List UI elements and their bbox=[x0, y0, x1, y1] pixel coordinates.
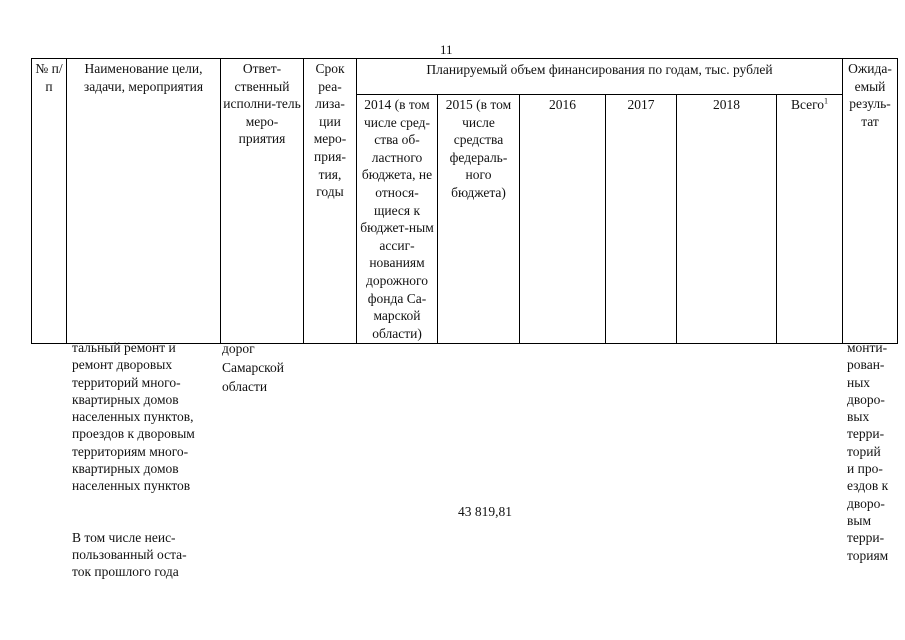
unused-balance-line: В том числе неис- bbox=[72, 529, 176, 545]
result-line: ториям bbox=[847, 547, 889, 563]
measure-name-line: квартирных домов bbox=[72, 461, 179, 477]
amount-2015: 43 819,81 bbox=[458, 504, 512, 519]
header-expected-result: Ожида-емый резуль-тат bbox=[843, 59, 898, 344]
result-line: монти- bbox=[847, 340, 888, 355]
measure-name-line: квартирных домов bbox=[72, 391, 179, 407]
result-line: ных bbox=[847, 374, 871, 390]
header-period: Срок реа-лиза-ции меро-прия-тия, годы bbox=[304, 59, 357, 344]
result-line: торий bbox=[847, 443, 881, 459]
header-year-2018: 2018 bbox=[677, 95, 777, 344]
page-number: 11 bbox=[440, 42, 453, 57]
unused-balance-line: ток прошлого года bbox=[72, 564, 179, 580]
responsible-line: области bbox=[222, 379, 268, 394]
header-year-2016: 2016 bbox=[520, 95, 606, 344]
measure-name-line: населенных пунктов bbox=[72, 478, 191, 494]
result-line: дворо- bbox=[847, 391, 885, 407]
header-year-2014: 2014 (в том числе сред-ства об-ластного бюджета, не относя-щиеся к бюджет-ным ассиг-нованиям дорожного фонда Са-марской области) bbox=[357, 95, 438, 344]
header-responsible: Ответ-ственный исполни-тель меро-приятия bbox=[221, 59, 304, 344]
result-line: и про- bbox=[847, 461, 883, 477]
result-line: вым bbox=[847, 512, 871, 528]
header-total bbox=[777, 95, 843, 344]
header-planned-financing: Планируемый объем финансирования по годам, тыс. рублей bbox=[357, 59, 843, 95]
measure-name-line: ремонт дворовых bbox=[72, 357, 173, 373]
result-line: ездов к bbox=[847, 478, 889, 494]
measure-name-line: населенных пунктов, bbox=[72, 409, 194, 425]
header-total-label: Всего bbox=[790, 97, 825, 112]
header-year-2017: 2017 bbox=[606, 95, 677, 344]
measure-name-line: территориям много- bbox=[72, 443, 189, 459]
result-line: вых bbox=[847, 409, 870, 425]
header-total-footnote: 1 bbox=[824, 96, 829, 106]
expected-result-text bbox=[847, 339, 897, 564]
result-line: рован- bbox=[847, 357, 885, 373]
result-line: терри- bbox=[847, 426, 885, 442]
unused-balance-line: пользованный оста- bbox=[72, 546, 187, 562]
result-line: терри- bbox=[847, 530, 885, 546]
responsible-line: Самарской bbox=[222, 360, 285, 375]
measure-name-line: проездов к дворовым bbox=[72, 426, 195, 442]
header-name: Наименование цели, задачи, мероприятия bbox=[67, 59, 221, 344]
result-line: дворо- bbox=[847, 495, 885, 511]
responsible-executor-text bbox=[222, 339, 302, 396]
header-num: № п/п bbox=[32, 59, 67, 344]
measure-name-line: территорий много- bbox=[72, 374, 181, 390]
financing-table-header bbox=[31, 58, 898, 344]
measure-name-line: тальный ремонт и bbox=[72, 340, 176, 355]
header-year-2015: 2015 (в том числе средства федераль-ного бюджета) bbox=[438, 95, 520, 344]
responsible-line: дорог bbox=[222, 341, 255, 356]
measure-name-text bbox=[72, 339, 222, 581]
